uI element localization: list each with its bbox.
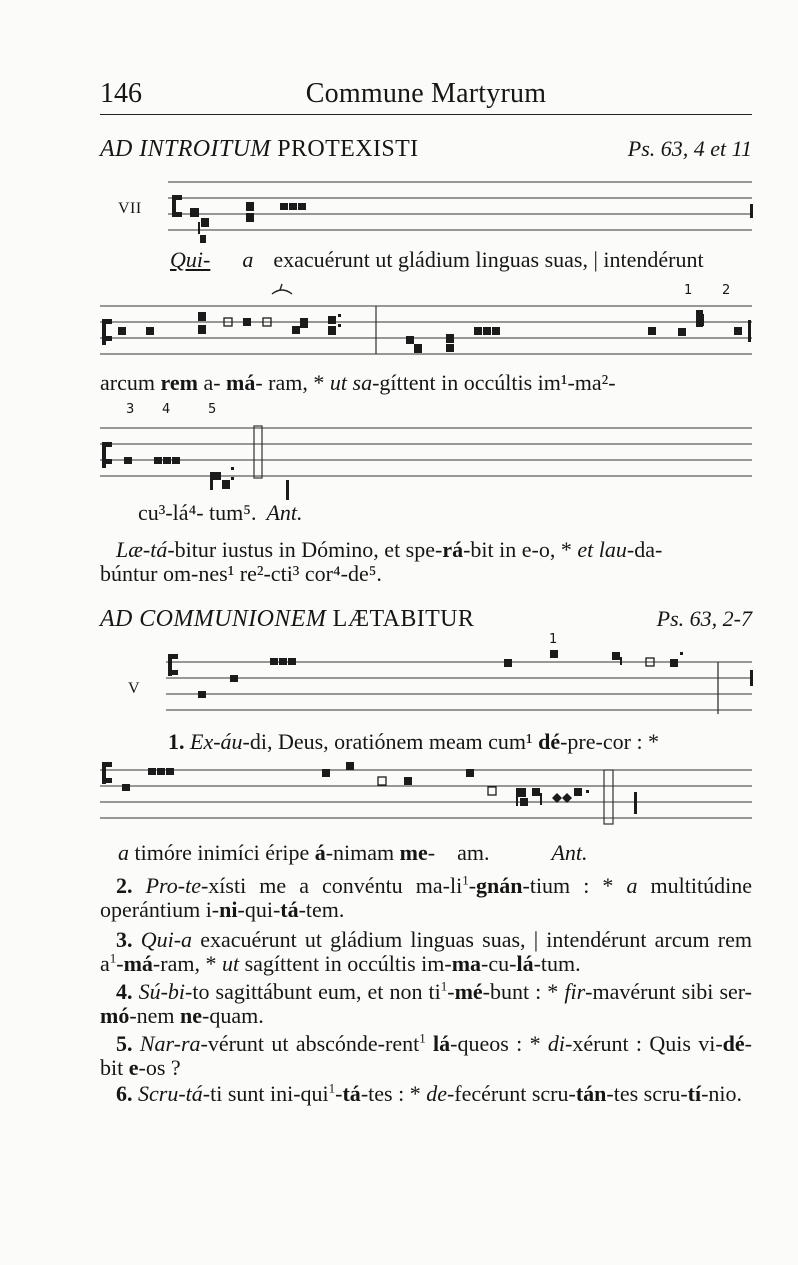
introit-lyric-2 bbox=[100, 370, 616, 396]
lyric-part: -di, Deus, oratiónem meam cum¹ bbox=[242, 729, 539, 754]
communion-name: LÆTABITUR bbox=[332, 606, 475, 632]
introit-psalm-ref: Ps. 63, 4 et 11 bbox=[627, 136, 752, 161]
verse-number: 4. bbox=[116, 979, 139, 1004]
verse-number: 3. bbox=[116, 927, 141, 952]
psalm-verse-2 bbox=[100, 874, 752, 922]
psalm-verse-4 bbox=[100, 980, 752, 1028]
introit-mode: VII bbox=[118, 200, 142, 217]
communion-heading bbox=[100, 606, 752, 636]
introit-lyric-1-rest: exacuérunt ut gládium linguas suas, | intendérunt bbox=[273, 247, 704, 272]
lyric-2-rest: -gíttent in occúltis im¹-ma²- bbox=[372, 370, 616, 395]
verse-part: -bitur iustus in Dómino, et spe- bbox=[167, 537, 443, 562]
verse-text: Pro-te-xísti me a convéntu $ma-li^1-gnán$-tium : * a multitúdine operántium i-ni-qui-tá-tem. bbox=[100, 872, 752, 922]
lyric-2-ma: má bbox=[226, 370, 256, 395]
introit-lyric-3 bbox=[138, 500, 303, 526]
communion-lyric-2 bbox=[118, 840, 588, 866]
communion-psalm-ref: Ps. 63, 2-7 bbox=[656, 606, 752, 631]
introit-lyric-1 bbox=[170, 247, 704, 273]
psalm-verse-3 bbox=[100, 928, 752, 976]
communion-staff-1 bbox=[160, 648, 754, 724]
lyric-2-ram: - ram, * bbox=[255, 370, 330, 395]
verse-number: 5. bbox=[116, 1031, 140, 1056]
verse-line-2: búntur om-nes¹ re²-cti³ cor⁴-de⁵. bbox=[100, 561, 382, 586]
page-number: 146 bbox=[100, 78, 142, 109]
verse-text: Sú-bi-to sagittábunt eum, et non $ti^1-mé$-bunt : * fir-mavérunt sibi ser-mó-nem ne-quam. bbox=[100, 978, 753, 1028]
lyric-part: - am. bbox=[427, 840, 490, 865]
lyric-part: dé bbox=[538, 729, 561, 754]
verse-text: Scru-tá-ti sunt ini-qui$^1$-tá-tes : * de-fecérunt scru-tán-tes scru-tí-nio. bbox=[138, 1080, 743, 1106]
verse-part: -da- bbox=[626, 537, 663, 562]
lyric-2-arcum: arcum bbox=[100, 370, 161, 395]
lyric-part: á bbox=[314, 840, 326, 865]
communion-mode: V bbox=[128, 680, 141, 697]
running-head bbox=[100, 72, 752, 115]
introit-staff-1 bbox=[160, 176, 754, 248]
lyric-part: -pre-cor : * bbox=[560, 729, 660, 754]
intonation-number-3: 3 bbox=[126, 402, 135, 417]
communion-verse-1-number: 1. bbox=[168, 729, 185, 754]
communion-label: AD COMMUNIONEM bbox=[100, 606, 327, 632]
verse-number: 2. bbox=[116, 873, 146, 898]
verse-number: 6. bbox=[116, 1081, 138, 1106]
incipit-a: a bbox=[242, 247, 254, 272]
intonation-number-1: 1 bbox=[684, 283, 693, 298]
lyric-3-text: cu³-lá⁴- tum⁵. bbox=[138, 500, 257, 525]
communion-number-1: 1 bbox=[549, 632, 558, 647]
verse-part: et lau bbox=[577, 537, 627, 562]
intonation-number-2: 2 bbox=[722, 283, 731, 298]
verse-text: Nar-ra-vérunt ut abscónde-rent$^1$ lá-queos : * di-xérunt : Quis vi-dé-bit e-os ? bbox=[100, 1030, 752, 1080]
lyric-2-a: a- bbox=[197, 370, 227, 395]
verse-text: Qui-a exacuérunt ut gládium linguas suas, | intendérunt arcum rem $a^1-má$-ram, * ut sagíttent in occúltis im-ma-cu-lá-tum. bbox=[100, 927, 753, 976]
lyric-2-rem: rem bbox=[160, 370, 198, 395]
introit-heading bbox=[100, 136, 752, 166]
verse-laeta: Læ-tá bbox=[116, 537, 168, 562]
psalm-verse-6 bbox=[100, 1082, 752, 1106]
running-title: Commune Martyrum bbox=[305, 78, 547, 109]
intonation-number-5: 5 bbox=[208, 402, 217, 417]
lyric-part: Ex-áu bbox=[190, 729, 243, 754]
lyric-part: -nimam bbox=[325, 840, 400, 865]
introit-staff-2 bbox=[100, 278, 754, 370]
introit-verse bbox=[100, 538, 752, 586]
introit-name: PROTEXISTI bbox=[277, 136, 419, 162]
intonation-number-4: 4 bbox=[162, 402, 171, 417]
incipit-qui: Qui- bbox=[170, 247, 211, 272]
introit-staff-3 bbox=[100, 420, 754, 502]
verse-part: -bit in e-o, * bbox=[463, 537, 578, 562]
lyric-part: a bbox=[118, 840, 129, 865]
lyric-2-ut-sa: ut sa bbox=[329, 370, 373, 395]
communion-lyric-1 bbox=[168, 729, 659, 755]
psalm-verse-5 bbox=[100, 1032, 752, 1080]
communion-ant: Ant. bbox=[551, 840, 588, 865]
lyric-part: timóre inimíci éripe bbox=[129, 840, 315, 865]
introit-label: AD INTROITUM bbox=[100, 136, 271, 162]
communion-staff-2 bbox=[100, 758, 754, 834]
introit-ant: Ant. bbox=[266, 500, 303, 525]
verse-part: rá bbox=[442, 537, 464, 562]
lyric-part: me bbox=[399, 840, 428, 865]
